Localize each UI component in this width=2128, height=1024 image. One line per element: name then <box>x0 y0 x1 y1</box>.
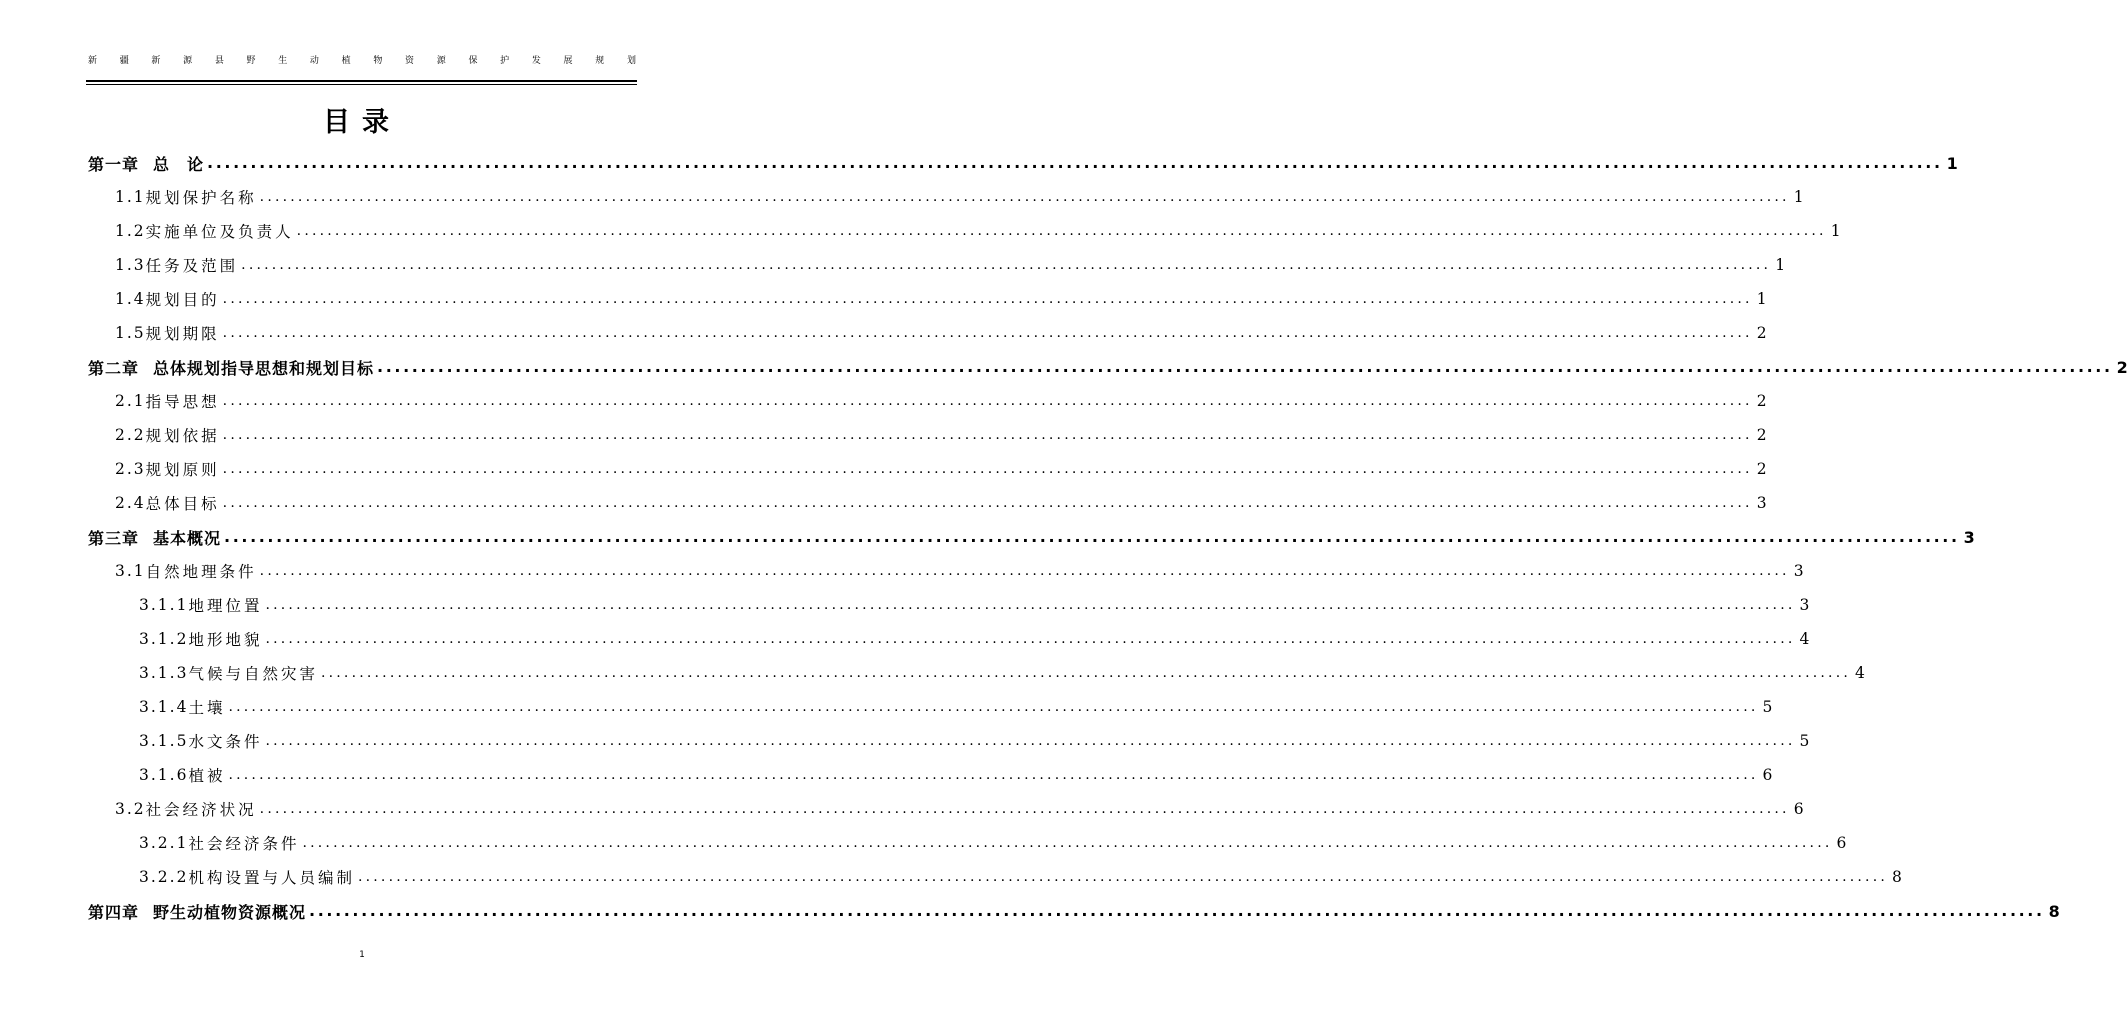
toc-entry-number: 3.2.1 <box>139 834 189 852</box>
toc-chapter-entry[interactable] <box>0 350 2128 384</box>
header-char: 新 <box>151 56 161 66</box>
header-char: 保 <box>468 56 478 66</box>
header-char: 新 <box>88 56 98 66</box>
toc-entry-number: 2.2 <box>115 426 146 444</box>
header-rule-thick <box>86 80 637 82</box>
toc-entry-page: 5 <box>1799 732 1810 750</box>
toc-entry-number: 3.1.1 <box>139 596 189 614</box>
toc-chapter-entry[interactable] <box>0 894 2060 928</box>
toc-entry-title: 社会经济条件 <box>188 835 300 853</box>
header-char: 发 <box>531 56 541 66</box>
toc-dot-leader: ........................................................................................................................................................................................................ <box>222 495 1753 511</box>
toc-section-entry[interactable] <box>0 860 1902 894</box>
toc-entry-number: 3.2 <box>115 800 146 818</box>
toc-entry-number: 第三章 <box>88 528 140 548</box>
toc-section-entry[interactable] <box>0 588 1810 622</box>
toc-section-entry[interactable] <box>0 282 1767 316</box>
toc-entry-title: 土壤 <box>188 699 226 717</box>
toc-dot-leader: ........................................................................................................................................................................................................ <box>302 835 1833 851</box>
toc-entry-title: 规划依据 <box>145 427 220 445</box>
toc-entry-page: 2 <box>1756 392 1767 410</box>
toc-section-entry[interactable] <box>0 690 1773 724</box>
toc-dot-leader: ........................................................................................................................................................................................................ <box>222 291 1753 307</box>
header-char: 物 <box>373 56 383 66</box>
toc-dot-leader: ........................................................................................................................................................................................................ <box>357 869 1889 885</box>
toc-entry-number: 1.1 <box>115 188 146 206</box>
toc-dot-leader: ........................................................................................................................................................................................................ <box>222 461 1753 477</box>
toc-entry-number: 3.1.3 <box>139 664 189 682</box>
toc-entry-title: 地理位置 <box>188 597 263 615</box>
toc-entry-title: 机构设置与人员编制 <box>188 869 355 887</box>
header-char: 县 <box>214 56 224 66</box>
toc-entry-title: 实施单位及负责人 <box>145 223 294 241</box>
toc-chapter-entry[interactable] <box>0 520 1975 554</box>
header-char: 生 <box>278 56 288 66</box>
toc-entry-page: 2 <box>1756 426 1767 444</box>
toc-entry-page: 2 <box>1756 324 1767 342</box>
toc-entry-page: 1 <box>1946 153 1958 173</box>
toc-entry-title: 指导思想 <box>145 393 220 411</box>
toc-entry-page: 1 <box>1793 188 1804 206</box>
toc-section-entry[interactable] <box>0 248 1786 282</box>
toc-dot-leader: ........................................................................................................................................................................................................ <box>228 767 1759 783</box>
toc-entry-page: 3 <box>1963 527 1975 547</box>
toc-dot-leader: ........................................................................................................................................................................................................ <box>265 631 1796 647</box>
toc-entry-page: 8 <box>1892 868 1902 886</box>
toc-entry-title: 气候与自然灾害 <box>188 665 318 683</box>
toc-dot-leader: ........................................................................................................................................................................................................ <box>222 325 1753 341</box>
header-char: 资 <box>405 56 415 66</box>
toc-dot-leader: ........................................................................................................................................................................................................ <box>222 393 1753 409</box>
header-char: 护 <box>500 56 510 66</box>
toc-entry-number: 第二章 <box>88 358 140 378</box>
toc-entry-number: 1.3 <box>115 256 146 274</box>
toc-section-entry[interactable] <box>0 486 1767 520</box>
toc-section-entry[interactable] <box>0 724 1810 758</box>
toc-entry-number: 3.1 <box>115 562 146 580</box>
toc-entry-page: 6 <box>1793 800 1804 818</box>
header-char: 野 <box>246 56 256 66</box>
toc-entry-number: 3.1.4 <box>139 698 189 716</box>
toc-entry-number: 2.4 <box>115 494 146 512</box>
toc-dot-leader: ........................................................................................................................................................................................................ <box>228 699 1759 715</box>
header-char: 源 <box>436 56 446 66</box>
toc-dot-leader: ........................................................................................................................................................................................................ <box>265 597 1796 613</box>
toc-entry-number: 第一章 <box>88 154 140 174</box>
page-number: 1 <box>359 950 365 960</box>
header-char: 源 <box>183 56 193 66</box>
toc-entry-title: 规划目的 <box>145 291 220 309</box>
toc-entry-title: 规划原则 <box>145 461 220 479</box>
toc-entry-title: 地形地貌 <box>188 631 263 649</box>
toc-entry-page: 3 <box>1799 596 1810 614</box>
header-char: 动 <box>309 56 319 66</box>
toc-entry-title: 任务及范围 <box>145 257 239 275</box>
toc-entry-title: 规划期限 <box>145 325 220 343</box>
toc-entry-title: 植被 <box>188 767 226 785</box>
toc-dot-leader: ........................................................................................................................................................................................................ <box>259 563 1790 579</box>
toc-entry-number: 1.2 <box>115 222 146 240</box>
header-char: 疆 <box>119 56 129 66</box>
toc-section-entry[interactable] <box>0 452 1767 486</box>
header-rule-thin <box>86 84 637 85</box>
toc-entry-number: 1.4 <box>115 290 146 308</box>
toc-section-entry[interactable] <box>0 826 1847 860</box>
toc-entry-title: 总 论 <box>153 154 205 174</box>
toc-dot-leader: ........................................................................................................................................................................................................ <box>222 427 1753 443</box>
toc-entry-title: 水文条件 <box>188 733 263 751</box>
toc-dot-leader: ........................................................................................................................................................................................................ <box>320 665 1852 681</box>
toc-entry-page: 5 <box>1762 698 1773 716</box>
toc-dot-leader: ........................................................................................................................................................................................................ <box>224 527 1960 546</box>
toc-entry-number: 2.3 <box>115 460 146 478</box>
toc-entry-page: 3 <box>1756 494 1767 512</box>
toc-dot-leader: ........................................................................................................................................................................................................ <box>207 153 1943 172</box>
toc-section-entry[interactable] <box>0 656 1865 690</box>
toc-entry-page: 4 <box>1799 630 1810 648</box>
toc-section-entry[interactable] <box>0 622 1810 656</box>
toc-entry-page: 6 <box>1836 834 1847 852</box>
toc-entry-page: 1 <box>1756 290 1767 308</box>
toc-section-entry[interactable] <box>0 758 1773 792</box>
toc-entry-number: 2.1 <box>115 392 146 410</box>
toc-dot-leader: ........................................................................................................................................................................................................ <box>296 223 1827 239</box>
toc-entry-title: 野生动植物资源概况 <box>153 902 307 922</box>
toc-entry-number: 3.2.2 <box>139 868 189 886</box>
header-char: 植 <box>341 56 351 66</box>
toc-section-entry[interactable] <box>0 418 1767 452</box>
running-header <box>88 51 636 71</box>
toc-entry-number: 3.1.6 <box>139 766 189 784</box>
toc-section-entry[interactable] <box>0 316 1767 350</box>
toc-dot-leader: ........................................................................................................................................................................................................ <box>309 901 2045 920</box>
toc-section-entry[interactable] <box>0 214 1841 248</box>
header-char: 规 <box>595 56 605 66</box>
toc-entry-number: 1.5 <box>115 324 146 342</box>
toc-title: 目录 <box>323 107 401 138</box>
toc-entry-page: 1 <box>1830 222 1841 240</box>
toc-dot-leader: ........................................................................................................................................................................................................ <box>259 189 1790 205</box>
toc-entry-title: 自然地理条件 <box>145 563 257 581</box>
toc-section-entry[interactable] <box>0 792 1804 826</box>
toc-dot-leader: ........................................................................................................................................................................................................ <box>377 357 2113 376</box>
toc-entry-title: 基本概况 <box>153 528 222 548</box>
toc-entry-page: 3 <box>1793 562 1804 580</box>
toc-entry-title: 总体目标 <box>145 495 220 513</box>
toc-section-entry[interactable] <box>0 384 1767 418</box>
toc-entry-title: 总体规划指导思想和规划目标 <box>153 358 375 378</box>
header-char: 展 <box>563 56 573 66</box>
toc-entry-page: 2 <box>2116 357 2128 377</box>
toc-entry-number: 3.1.2 <box>139 630 189 648</box>
toc-entry-page: 4 <box>1855 664 1865 682</box>
toc-entry-title: 规划保护名称 <box>145 189 257 207</box>
toc-entry-number: 3.1.5 <box>139 732 189 750</box>
toc-dot-leader: ........................................................................................................................................................................................................ <box>259 801 1790 817</box>
toc-entry-page: 2 <box>1756 460 1767 478</box>
toc-section-entry[interactable] <box>0 554 1804 588</box>
header-char: 划 <box>626 56 636 66</box>
toc-chapter-entry[interactable] <box>0 146 1958 180</box>
toc-section-entry[interactable] <box>0 180 1804 214</box>
toc-entry-number: 第四章 <box>88 902 140 922</box>
toc-entry-title: 社会经济状况 <box>145 801 257 819</box>
toc-entry-page: 1 <box>1775 256 1786 274</box>
toc-dot-leader: ........................................................................................................................................................................................................ <box>265 733 1796 749</box>
toc-entry-page: 6 <box>1762 766 1773 784</box>
toc-dot-leader: ........................................................................................................................................................................................................ <box>241 257 1772 273</box>
toc-entry-page: 8 <box>2048 901 2060 921</box>
